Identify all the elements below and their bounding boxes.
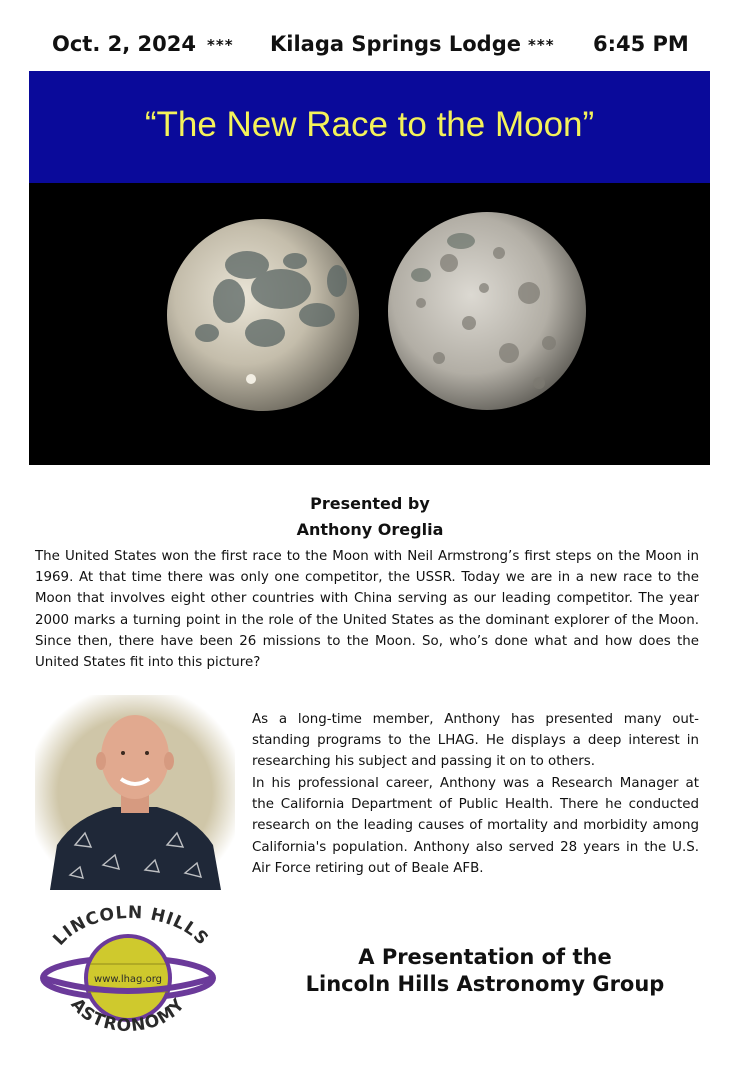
event-info-line <box>0 30 740 62</box>
bio-paragraph-1: As a long-time member, Anthony has presented many out-standing programs to the LHAG. He displays a deep interest in researching his subject and passing it on to others. <box>252 712 699 770</box>
bio-paragraph-2: In his professional career, Anthony was a Research Manager at the California Department of Public Health. There he conducted research on the leading causes of mortality and morbidity among California's population. Anthony also served 28 years in the U.S. Air Force retiring out of Beale AFB. <box>252 776 699 876</box>
event-time: 6:45 PM <box>593 32 689 56</box>
presented-by-label: Presented by <box>310 494 430 513</box>
far-side-moon <box>388 212 586 410</box>
separator-stars: *** <box>528 36 555 54</box>
closing-line-1: A Presentation of the <box>358 945 612 969</box>
presenter-photo <box>35 695 235 890</box>
logo-bottom-text: ASTRONOMY <box>66 994 190 1037</box>
page-title: “The New Race to the Moon” <box>144 105 595 144</box>
presenter-name: Anthony Oreglia <box>296 520 444 539</box>
moon-image <box>29 183 710 465</box>
lhag-logo <box>38 900 218 1040</box>
title-banner <box>29 71 710 184</box>
logo-top-text: LINCOLN HILLS <box>49 902 213 950</box>
separator-stars: *** <box>207 36 234 54</box>
closing-line-2: Lincoln Hills Astronomy Group <box>305 972 665 996</box>
talk-description: The United States won the first race to the Moon with Neil Armstrong’s first steps on the Moon in 1969. At that time there was only one competitor, the USSR. Today we are in a new race to the Moon that involves eight other countries with China serving as our leading competitor. The year 2000 marks a turning point in the role of the United States as the dominant explorer of the Moon. Since then, there have been 26 missions to the Moon. So, who’s done what and how does the United States fit into this picture? <box>35 549 699 671</box>
moons-illustration <box>29 183 710 465</box>
logo-url: www.lhag.org <box>94 974 162 985</box>
event-venue: Kilaga Springs Lodge <box>270 32 521 56</box>
event-date: Oct. 2, 2024 <box>52 32 196 56</box>
